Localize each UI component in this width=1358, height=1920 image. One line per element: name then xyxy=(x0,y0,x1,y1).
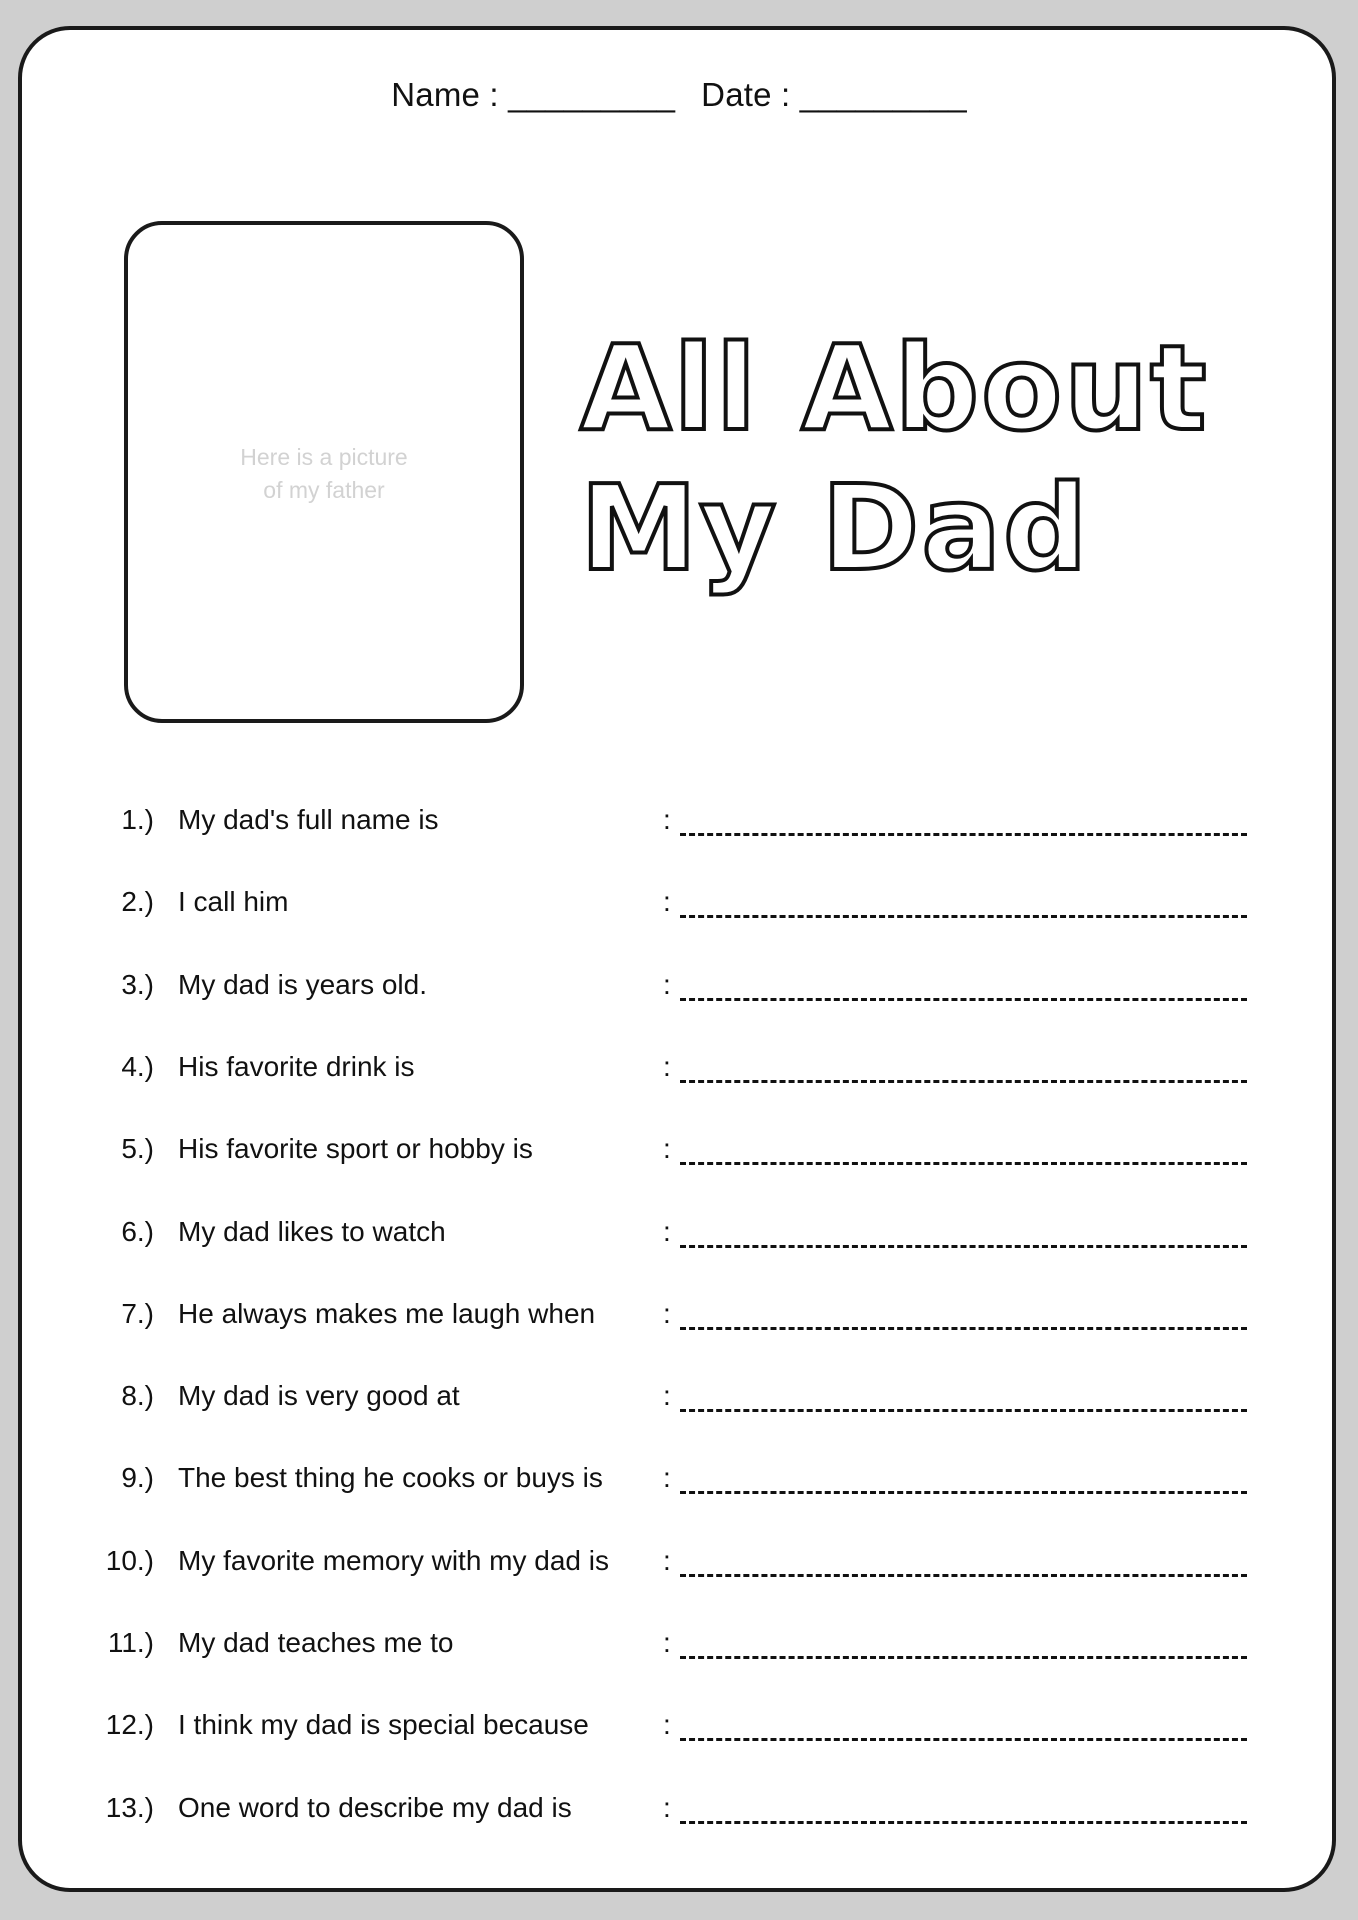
name-field-label[interactable]: Name : _________ xyxy=(391,76,676,113)
question-number: 7.) xyxy=(121,1297,154,1329)
header xyxy=(0,76,1358,114)
question-row xyxy=(0,1788,1358,1834)
question-number: 4.) xyxy=(121,1050,154,1082)
question-text: My dad is years old. xyxy=(178,968,427,1000)
question-number: 1.) xyxy=(121,804,154,835)
question-number: 3.) xyxy=(121,968,154,1000)
question-row xyxy=(0,1047,1358,1093)
question-number: 8.) xyxy=(121,1380,154,1412)
answer-colon: : xyxy=(663,1544,671,1576)
question-row xyxy=(0,1705,1358,1751)
photo-frame xyxy=(124,221,524,723)
question-text: My dad is very good at xyxy=(178,1380,460,1412)
answer-colon: : xyxy=(663,1462,671,1494)
question-number: 13.) xyxy=(105,1791,154,1823)
question-text: He always makes me laugh when xyxy=(178,1297,596,1329)
question-row xyxy=(0,1129,1358,1175)
answer-line[interactable] xyxy=(680,1491,1247,1494)
question-number: 12.) xyxy=(105,1709,154,1741)
question-number: 9.) xyxy=(121,1462,154,1494)
question-row xyxy=(0,1294,1358,1340)
question-text: My dad likes to watch xyxy=(178,1215,446,1247)
answer-colon: : xyxy=(663,968,671,1000)
question-text: My favorite memory with my dad is xyxy=(178,1544,609,1576)
question-row xyxy=(0,882,1358,928)
answer-line[interactable] xyxy=(680,915,1247,918)
answer-line[interactable] xyxy=(680,1327,1247,1330)
question-text: His favorite sport or hobby is xyxy=(178,1133,533,1165)
answer-line[interactable] xyxy=(680,998,1247,1001)
question-number: 10.) xyxy=(105,1544,154,1576)
photo-caption xyxy=(128,441,520,507)
photo-caption-line1: Here is a picture xyxy=(240,444,408,470)
answer-colon: : xyxy=(663,1215,671,1247)
question-text: His favorite drink is xyxy=(178,1050,415,1082)
question-number: 6.) xyxy=(121,1215,154,1247)
answer-colon: : xyxy=(663,1380,671,1412)
photo-caption-line2: of my father xyxy=(263,477,385,503)
question-row xyxy=(0,800,1358,846)
question-number: 2.) xyxy=(121,886,154,918)
answer-line[interactable] xyxy=(680,1574,1247,1577)
answer-colon: : xyxy=(663,1297,671,1329)
answer-line[interactable] xyxy=(680,1080,1247,1083)
answer-line[interactable] xyxy=(680,1409,1247,1412)
question-row xyxy=(0,1458,1358,1504)
question-number: 11.) xyxy=(107,1627,154,1658)
answer-colon: : xyxy=(663,1133,671,1165)
question-row xyxy=(0,1541,1358,1587)
question-row xyxy=(0,1623,1358,1669)
question-text: My dad's full name is xyxy=(178,804,439,835)
answer-colon: : xyxy=(663,1627,671,1658)
answer-line[interactable] xyxy=(680,1821,1247,1824)
answer-line[interactable] xyxy=(680,1162,1247,1165)
answer-line[interactable] xyxy=(680,1245,1247,1248)
date-field-label[interactable]: Date : _________ xyxy=(701,76,967,113)
question-text: One word to describe my dad is xyxy=(178,1791,572,1823)
question-number: 5.) xyxy=(121,1133,154,1165)
question-row xyxy=(0,1212,1358,1258)
answer-line[interactable] xyxy=(680,833,1247,836)
question-row xyxy=(0,1376,1358,1422)
answer-line[interactable] xyxy=(680,1656,1247,1659)
answer-colon: : xyxy=(663,1791,671,1823)
title-line1: All About xyxy=(580,319,1209,457)
answer-colon: : xyxy=(663,804,671,835)
answer-colon: : xyxy=(663,1709,671,1741)
title-line2: My Dad xyxy=(580,459,1090,597)
question-text: I think my dad is special because xyxy=(178,1709,589,1741)
question-text: I call him xyxy=(178,886,289,918)
page-title xyxy=(580,318,1280,598)
question-row xyxy=(0,965,1358,1011)
question-text: My dad teaches me to xyxy=(178,1627,454,1658)
answer-colon: : xyxy=(663,1050,671,1082)
question-text: The best thing he cooks or buys is xyxy=(178,1462,603,1494)
answer-line[interactable] xyxy=(680,1738,1247,1741)
answer-colon: : xyxy=(663,886,671,918)
